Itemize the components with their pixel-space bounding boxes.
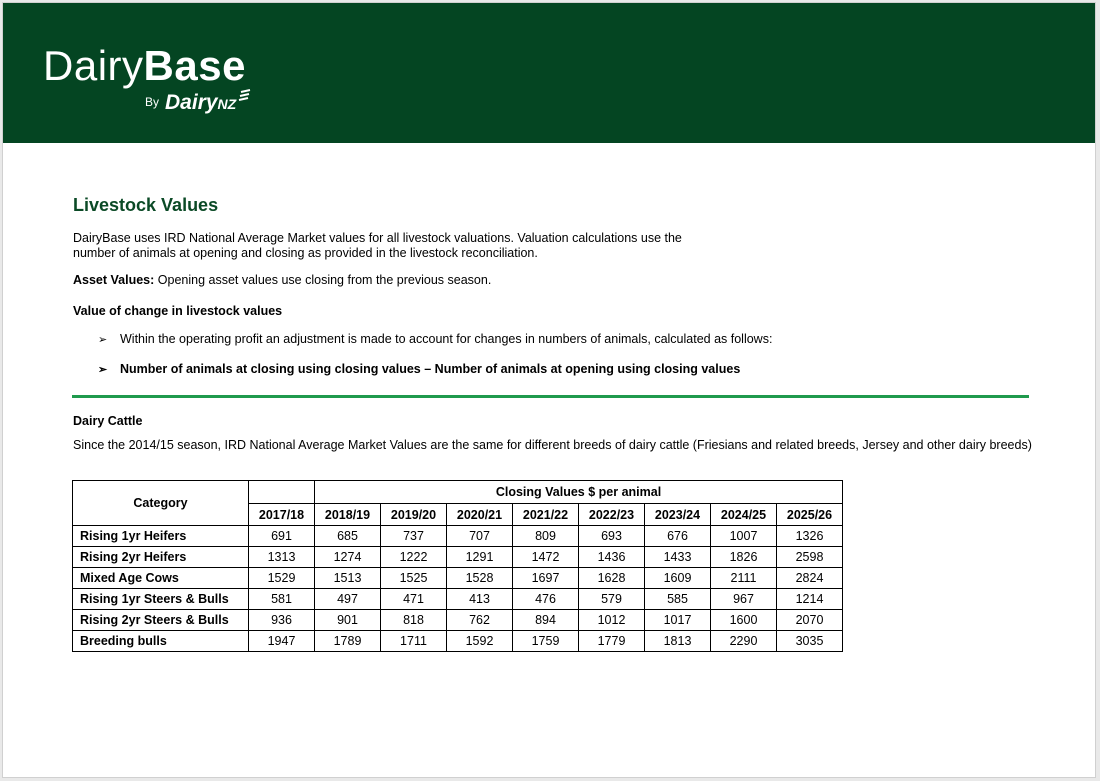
value-cell: 1017	[645, 610, 711, 631]
year-header: 2025/26	[777, 504, 843, 526]
year-header: 2024/25	[711, 504, 777, 526]
table-row	[73, 526, 843, 547]
year-header: 2018/19	[315, 504, 381, 526]
year-header: 2021/22	[513, 504, 579, 526]
year-header: 2017/18	[249, 504, 315, 526]
year-header: 2022/23	[579, 504, 645, 526]
category-header: Category	[73, 481, 249, 526]
value-cell: 1274	[315, 547, 381, 568]
category-cell: Rising 2yr Steers & Bulls	[73, 610, 249, 631]
dairybase-logo	[43, 41, 246, 91]
bullet-text: Within the operating profit an adjustment is made to account for changes in numbers of animals, calculated as follows:	[120, 332, 773, 346]
value-cell: 707	[447, 526, 513, 547]
intro-paragraph: DairyBase uses IRD National Average Market values for all livestock valuations. Valuation calculations use the number of animals at opening and closing as provided in the livestock reconciliation.	[73, 231, 682, 260]
bullet-item-formula	[98, 362, 740, 376]
livestock-values-table	[72, 480, 843, 652]
value-cell: 894	[513, 610, 579, 631]
value-cell: 691	[249, 526, 315, 547]
closing-values-header: Closing Values $ per animal	[315, 481, 843, 504]
logo-brand-suffix: NZ	[217, 96, 237, 112]
year-header: 2023/24	[645, 504, 711, 526]
table-row	[73, 631, 843, 652]
dairynz-stripes-icon	[237, 89, 251, 105]
value-cell: 581	[249, 589, 315, 610]
value-cell: 967	[711, 589, 777, 610]
bullet-item	[98, 332, 772, 346]
asset-values-label: Asset Values:	[73, 273, 155, 287]
value-cell: 1697	[513, 568, 579, 589]
change-heading: Value of change in livestock values	[73, 304, 283, 318]
value-cell: 1433	[645, 547, 711, 568]
value-cell: 1472	[513, 547, 579, 568]
value-cell: 1513	[315, 568, 381, 589]
value-cell: 476	[513, 589, 579, 610]
value-cell: 1222	[381, 547, 447, 568]
value-cell: 676	[645, 526, 711, 547]
value-cell: 809	[513, 526, 579, 547]
asset-values-paragraph	[73, 273, 491, 287]
category-cell: Rising 2yr Heifers	[73, 547, 249, 568]
section-divider	[72, 395, 1029, 398]
value-cell: 2824	[777, 568, 843, 589]
category-cell: Mixed Age Cows	[73, 568, 249, 589]
value-cell: 1436	[579, 547, 645, 568]
value-cell: 1759	[513, 631, 579, 652]
category-cell: Rising 1yr Heifers	[73, 526, 249, 547]
value-cell: 1813	[645, 631, 711, 652]
dairy-cattle-heading: Dairy Cattle	[73, 414, 143, 428]
logo-by-text: By	[145, 95, 160, 109]
value-cell: 1826	[711, 547, 777, 568]
arrow-bullet-icon: ➢	[98, 334, 108, 346]
value-cell: 936	[249, 610, 315, 631]
value-cell: 1291	[447, 547, 513, 568]
value-cell: 471	[381, 589, 447, 610]
value-cell: 1007	[711, 526, 777, 547]
value-cell: 685	[315, 526, 381, 547]
value-cell: 497	[315, 589, 381, 610]
dairy-cattle-text: Since the 2014/15 season, IRD National Average Market Values are the same for different breeds of dairy cattle (Friesians and related breeds, Jersey and other dairy breeds)	[73, 438, 1032, 452]
value-cell: 1609	[645, 568, 711, 589]
value-cell: 2111	[711, 568, 777, 589]
value-cell: 1528	[447, 568, 513, 589]
logo-bold-text: Base	[143, 42, 246, 89]
dairynz-logo	[145, 89, 251, 115]
category-cell: Breeding bulls	[73, 631, 249, 652]
table-row	[73, 610, 843, 631]
year-header: 2019/20	[381, 504, 447, 526]
logo-light-text: Dairy	[43, 42, 144, 89]
value-cell: 585	[645, 589, 711, 610]
value-cell: 1592	[447, 631, 513, 652]
value-cell: 693	[579, 526, 645, 547]
value-cell: 1711	[381, 631, 447, 652]
value-cell: 1214	[777, 589, 843, 610]
value-cell: 1779	[579, 631, 645, 652]
header-banner	[3, 3, 1096, 143]
value-cell: 579	[579, 589, 645, 610]
value-cell: 1525	[381, 568, 447, 589]
value-cell: 2290	[711, 631, 777, 652]
value-cell: 901	[315, 610, 381, 631]
value-cell: 2070	[777, 610, 843, 631]
value-cell: 1529	[249, 568, 315, 589]
value-cell: 2598	[777, 547, 843, 568]
value-cell: 1313	[249, 547, 315, 568]
page-title: Livestock Values	[73, 195, 219, 215]
logo-brand-text: Dairy	[165, 91, 218, 114]
value-cell: 737	[381, 526, 447, 547]
value-cell: 1947	[249, 631, 315, 652]
value-cell: 1789	[315, 631, 381, 652]
blank-header-cell	[249, 481, 315, 504]
year-header: 2020/21	[447, 504, 513, 526]
value-cell: 762	[447, 610, 513, 631]
value-cell: 1628	[579, 568, 645, 589]
bullet-formula-text: Number of animals at closing using closing values – Number of animals at opening using closing values	[120, 362, 741, 376]
value-cell: 1600	[711, 610, 777, 631]
value-cell: 818	[381, 610, 447, 631]
value-cell: 413	[447, 589, 513, 610]
document-page	[2, 2, 1096, 778]
value-cell: 1326	[777, 526, 843, 547]
category-cell: Rising 1yr Steers & Bulls	[73, 589, 249, 610]
arrow-bullet-icon: ➢	[98, 364, 108, 376]
value-cell: 1012	[579, 610, 645, 631]
asset-values-text: Opening asset values use closing from the previous season.	[154, 273, 492, 287]
value-cell: 3035	[777, 631, 843, 652]
table-row	[73, 589, 843, 610]
table-row	[73, 568, 843, 589]
table-row	[73, 547, 843, 568]
